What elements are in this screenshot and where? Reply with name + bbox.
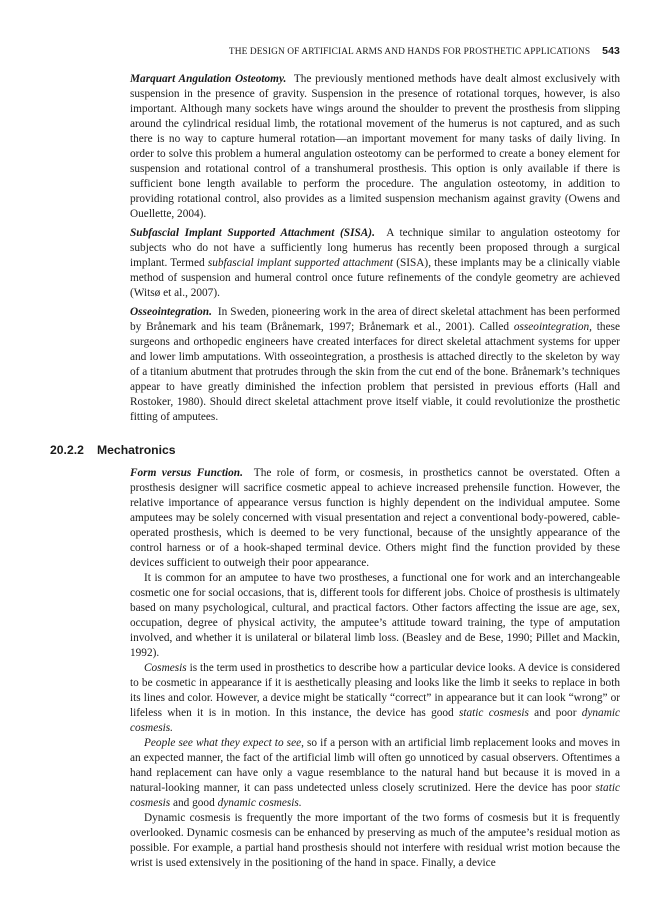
italic-term: static cosmesis xyxy=(458,707,529,719)
italic-term: osseointegration, xyxy=(513,321,592,333)
italic-term: subfascial implant supported attachment xyxy=(207,257,394,269)
paragraph-text: and poor xyxy=(534,707,577,719)
paragraph-two-prostheses: It is common for an amputee to have two prostheses, a functional one for work and an interchangeable cosmetic one for social occasions, that is, different tools for different jobs. Choice of prosthesis is ultimately based on many psychological, cultural, and practical factors. Other factors affecting the issue are age, sex, occupation, degree of physical activity, the amputee’s attitude toward training, the type of amputation involved, and whether it is unilateral or bilateral limb loss. (Beasley and de Bese, 1990; Pillet and Mackin, 1992). xyxy=(130,572,620,659)
paragraph-expectation xyxy=(130,736,620,811)
italic-term: static cosmesis xyxy=(130,782,620,809)
paragraph-text: (SISA), these implants may be a clinically viable method of suspension and humeral control once future refinements of the condyle geometry are achieved (Witsø et al., 2007). xyxy=(130,257,621,299)
section-heading xyxy=(50,443,176,458)
paragraph-text: is the term used in prosthetics to describe how a particular device looks. A device is considered to be cosmetic in appearance if it is aesthetically pleasing and looks like the limb it seeks to replace in both its lines and color. However, a device might be statically “correct” in appearance but it can look “wrong” or lifeless when it is in motion. In this instance, the device has good xyxy=(130,662,620,719)
section-body xyxy=(130,466,620,871)
paragraph-cosmesis xyxy=(130,661,620,736)
paragraph-dynamic-cosmesis: Dynamic cosmesis is frequently the more important of the two forms of cosmesis but it is frequently overlooked. Dynamic cosmesis can be enhanced by preserving as much of the amputee’s residual motion as possible. For example, a partial hand prosthesis should not interfere with residual wrist motion because the wrist is used extensively in the positioning of the hand in space. Finally, a device xyxy=(130,812,620,869)
runin-heading-form-function: Form versus Function. xyxy=(130,467,243,479)
italic-term: dynamic cosmesis. xyxy=(130,707,621,734)
paragraph-text: The previously mentioned methods have dealt almost exclusively with suspension in the presence of gravity. Suspension in the presence of rotational torques, however, is also important. Although many sockets have wings around the shoulder to prevent the prosthesis from slipping around the cylindrical residual limb, the rotational movement of the humerus is not captured, and as such there is no way to capture humeral rotation—an important movement for many tasks of daily living. In order to solve this problem a humeral angulation osteotomy can be performed to create a boney element for suspension and rotational control of a transhumeral prosthesis. This option is only available if there is sufficient bone length available to perform the procedure. The angulation osteotomy, in addition to providing rotational control, also provides as a limited suspension mechanism against gravity (Owens and Ouellette, 2004). xyxy=(130,73,620,220)
section-number: 20.2.2 xyxy=(50,443,84,457)
running-title: THE DESIGN OF ARTIFICIAL ARMS AND HANDS FOR PROSTHETIC APPLICATIONS xyxy=(228,47,591,57)
paragraph-marquart xyxy=(130,72,620,222)
runin-heading-marquart: Marquart Angulation Osteotomy. xyxy=(130,73,287,85)
section-title: Mechatronics xyxy=(97,443,176,457)
paragraph-text: A technique similar to angulation osteotomy for subjects who do not have a sufficiently long humerus has recently been proposed through a surgical implant. Termed xyxy=(130,227,620,269)
paragraph-form-function xyxy=(130,466,620,571)
runin-heading-osseointegration: Osseointegration. xyxy=(130,306,212,318)
italic-term: Cosmesis xyxy=(144,662,187,674)
paragraph-text: these surgeons and orthopedic engineers have created interfaces for direct skeletal attachment systems for upper and lower limb amputations. With osseointegration, a prosthesis is attached directly to the skeleton by way of a titanium abutment that protrudes through the skin from the cut end of the bone. Brånemark’s techniques appear to have greatly diminished the infection problem that persisted in previous efforts (Hall and Rostoker, 1980). Should direct skeletal attachment prove itself viable, it could revolutionize the prosthetic fitting of amputees. xyxy=(130,321,621,423)
paragraph-text: In Sweden, pioneering work in the area of direct skeletal attachment has been performed by Brånemark and his team (Brånemark, 1997; Brånemark et al., 2001). Called xyxy=(130,306,620,333)
runin-heading-sisa: Subfascial Implant Supported Attachment (SISA). xyxy=(130,227,375,239)
page-number: 543 xyxy=(602,45,620,57)
paragraph-osseointegration xyxy=(130,305,620,425)
italic-lead: People see what they expect to see, xyxy=(144,737,304,749)
paragraph-sisa xyxy=(130,226,620,301)
paragraph-text: so if a person with an artificial limb replacement looks and moves in an expected manner, the fact of the artificial limb will often go unnoticed by casual observers. Oftentimes a hand replacement can have only a vague resemblance to the natural hand but because it is moved in a natural-looking manner, it can pass undetected unless closely scrutinized. Here the device has poor xyxy=(130,737,620,794)
paragraph-text: The role of form, or cosmesis, in prosthetics cannot be overstated. Often a prosthesis designer will sacrifice cosmetic appeal to achieve increased prehensile function. However, the relative importance of appearance versus function is highly dependent on the individual amputee. Some amputees may be solely concerned with visual presentation and reject a conventional body-powered, cable-operated prosthesis, which is deemed to be very functional, because of the unsightly appearance of the control harness or of a hook-shaped terminal device. Others might find the function provided by these devices sufficient to outweigh their poor appearance. xyxy=(130,467,620,569)
running-header xyxy=(130,44,620,60)
italic-term: dynamic cosmesis. xyxy=(217,797,302,809)
paragraph-text: and good xyxy=(173,797,215,809)
